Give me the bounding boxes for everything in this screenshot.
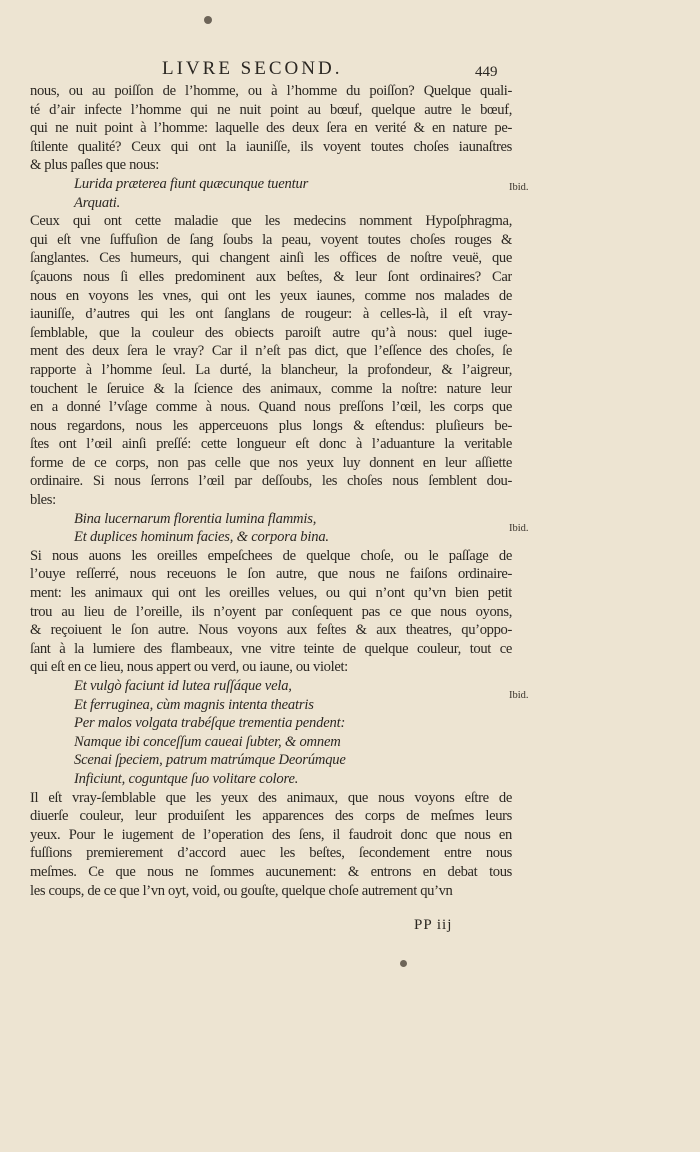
body-text [30, 82, 512, 900]
text-line: trou au lieu de l’oreille, ils n’oyent par conſequent pas ce que nous oyons, [30, 603, 512, 620]
text-line: ſemblable, que la couleur des obiects paroiſt autre qu’à nous: quel iuge- [30, 324, 512, 341]
signature-mark: PP iij [414, 917, 453, 933]
text-line: ſtes ont l’œil ainſi preſſé: cette longueur eſt donc à l’aduanture la veritable [30, 436, 512, 453]
page-number: 449 [475, 64, 498, 80]
text-line: iauniſſe, d’autres qui les ont ſanglans de rougeur: à celles-là, il eſt vray- [30, 306, 512, 323]
running-head: LIVRE SECOND. [162, 58, 343, 79]
text-line: qui eſt vne ſuffuſion de ſang ſoubs la peau, voyent toutes choſes rouges & [30, 231, 512, 248]
text-line: ſant à la lumiere des flambeaux, vne vitre teinte de quelque couleur, tout ce [30, 640, 512, 657]
text-line: fuſſions premierement d’accord auec les beſtes, ſecondement entre nous [30, 845, 512, 862]
verse-line: Et vulgò faciunt id lutea ruſſáque vela, [74, 678, 292, 694]
text-line: ſanglantes. Ces humeurs, qui changent ainſi les offices de noſtre veuë, que [30, 250, 512, 267]
text-line: en a donné l’vſage comme à nous. Quand nous preſſons l’œil, les corps que [30, 399, 512, 416]
text-line: l’ouye reſſerré, nous receuons le ſon autre, que nous ne faiſons ordinaire- [30, 566, 512, 583]
text-line: yeux. Pour le iugement de l’operation des ſens, il faudroit donc que nous en [30, 826, 512, 843]
verse-line: Et ferruginea, cùm magnis intenta theatris [74, 696, 314, 713]
text-line: Ceux qui ont cette maladie que les medecins nomment Hypoſphragma, [30, 213, 512, 230]
verse-line: Arquati. [74, 194, 121, 211]
ink-stain [204, 16, 212, 24]
verse-line: Et duplices hominum facies, & corpora bina. [74, 529, 329, 546]
text-line: ordinaire. Si nous ſerrons l’œil par deſſoubs, les choſes nous ſemblent dou- [30, 473, 512, 490]
text-line: nous regardons, nous les apperceuons plus longs & eſtendus: pluſieurs be- [30, 417, 512, 434]
text-line: nous, ou au poiſſon de l’homme, ou à l’homme du poiſſon? Quelque quali- [30, 83, 512, 99]
verse-line: Bina lucernarum florentia lumina flammis, [74, 510, 317, 527]
text-line: forme de ce corps, non pas celle que nos yeux luy donnent en leur aſſiette [30, 454, 512, 471]
text-line: rapporte à l’homme ſeul. La durté, la blancheur, la profondeur, & l’aigreur, [30, 361, 512, 378]
ink-stain [400, 960, 407, 967]
verse-line: Scenai ſpeciem, patrum matrúmque Deorúmque [74, 752, 346, 769]
text-line: ſtilente qualité? Ceux qui ont la iauniſſe, ils voyent toutes choſes iaunaſtres [30, 138, 512, 155]
text-line: & plus paſles que nous: [30, 157, 159, 174]
margin-note: Ibid. [509, 690, 529, 701]
text-line: les coups, de ce que l’vn oyt, void, ou gouſte, quelque choſe autrement qu’vn [30, 882, 453, 899]
margin-note: Ibid. [509, 523, 529, 534]
text-line: té d’air infecte l’homme qui ne nuit point au bœuf, quelque autre le bœuf, [30, 101, 512, 118]
text-line: bles: [30, 492, 56, 509]
text-line: touchent le ſeruice & la ſcience des animaux, comme la noſtre: nature leur [30, 380, 512, 397]
page-header [0, 58, 700, 82]
text-line: Si nous auons les oreilles empeſchees de quelque choſe, ou le paſſage de [30, 547, 512, 564]
text-line: meſmes. Ce que nous ne ſommes aucunement: & entrons en debat tous [30, 863, 512, 880]
text-line: ment des deux ſera le vray? Car il n’eſt pas dict, que l’eſſence des choſes, ſe [30, 343, 512, 360]
text-line: ſçauons nous ſi elles predominent aux beſtes, & leur ſont ordinaires? Car [30, 268, 512, 285]
verse-line: Inficiunt, coguntque ſuo volitare colore. [74, 770, 299, 787]
verse-line: Per malos volgata trabéſque trementia pendent: [74, 715, 346, 732]
text-line: Il eſt vray-ſemblable que les yeux des animaux, que nous voyons eſtre de [30, 789, 512, 806]
text-line: qui ne nuit point à l’homme: laquelle des deux ſera en verité & en nature pe- [30, 120, 512, 137]
verse-line: Lurida præterea fiunt quæcunque tuentur [74, 175, 309, 192]
text-line: ment: les animaux qui ont les oreilles velues, ou qui n’ont qu’vn bien petit [30, 585, 512, 602]
text-line: nous en voyons les vnes, qui ont les yeux iaunes, comme nos malades de [30, 287, 512, 304]
text-line: diuerſe couleur, leur produiſent les apparences des corps de meſmes leurs [30, 808, 512, 825]
verse-line: Namque ibi conceſſum caueai ſubter, & omnem [74, 733, 341, 750]
margin-note: Ibid. [509, 182, 529, 193]
text-line: qui eſt en ce lieu, nous appert ou verd, ou iaune, ou violet: [30, 659, 348, 676]
text-line: & reçoiuent le ſon autre. Nous voyons aux feſtes & aux theatres, qu’oppo- [30, 622, 512, 639]
